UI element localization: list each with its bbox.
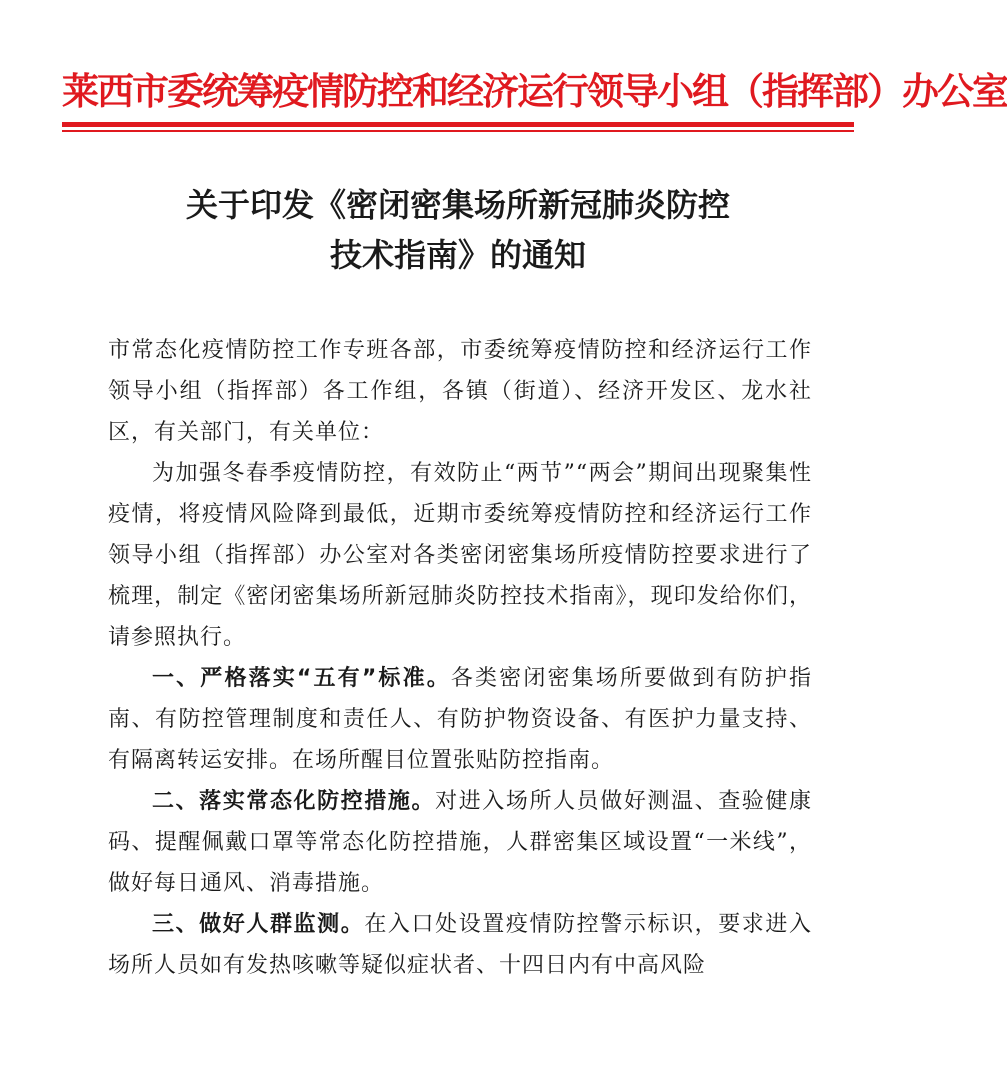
masthead-rule-thick bbox=[62, 122, 854, 127]
section-body-1: 各类密闭密集场所要做到有防护指南、有防控管理制度和责任人、有防护物资设备、有医护力量支持、有隔离转运安排。在场所醒目位置张贴防控指南。 bbox=[108, 666, 812, 773]
section-paragraph-2 bbox=[108, 781, 812, 904]
section-heading-1: 一、严格落实“五有”标准。 bbox=[152, 666, 451, 691]
section-body-3: 在入口处设置疫情防控警示标识，要求进入场所人员如有发热咳嗽等疑似症状者、十四日内有中高风险 bbox=[108, 912, 812, 978]
masthead-title: 莱西市委统筹疫情防控和经济运行领导小组（指挥部）办公室 bbox=[62, 69, 1007, 113]
section-paragraph-3 bbox=[108, 904, 812, 986]
intro-paragraph: 为加强冬春季疫情防控，有效防止“两节”“两会”期间出现聚集性疫情，将疫情风险降到最低，近期市委统筹疫情防控和经济运行工作领导小组（指挥部）办公室对各类密闭密集场所疫情防控要求进行了梳理，制定《密闭密集场所新冠肺炎防控技术指南》，现印发给你们，请参照执行。 bbox=[108, 461, 812, 650]
section-heading-2: 二、落实常态化防控措施。 bbox=[152, 789, 436, 814]
document-body bbox=[108, 330, 812, 986]
section-paragraph-1 bbox=[108, 658, 812, 781]
recipients-paragraph: 市常态化疫情防控工作专班各部，市委统筹疫情防控和经济运行工作领导小组（指挥部）各工作组，各镇（街道）、经济开发区、龙水社区，有关部门，有关单位： bbox=[108, 338, 812, 445]
document-title-line-1: 关于印发《密闭密集场所新冠肺炎防控 bbox=[185, 186, 730, 224]
masthead-rule-thin bbox=[62, 130, 854, 132]
document-title bbox=[62, 180, 854, 280]
section-body-2: 对进入场所人员做好测温、查验健康码、提醒佩戴口罩等常态化防控措施，人群密集区域设置“一米线”，做好每日通风、消毒措施。 bbox=[108, 789, 812, 896]
document-title-line-2: 技术指南》的通知 bbox=[329, 236, 586, 274]
section-heading-3: 三、做好人群监测。 bbox=[152, 912, 365, 937]
